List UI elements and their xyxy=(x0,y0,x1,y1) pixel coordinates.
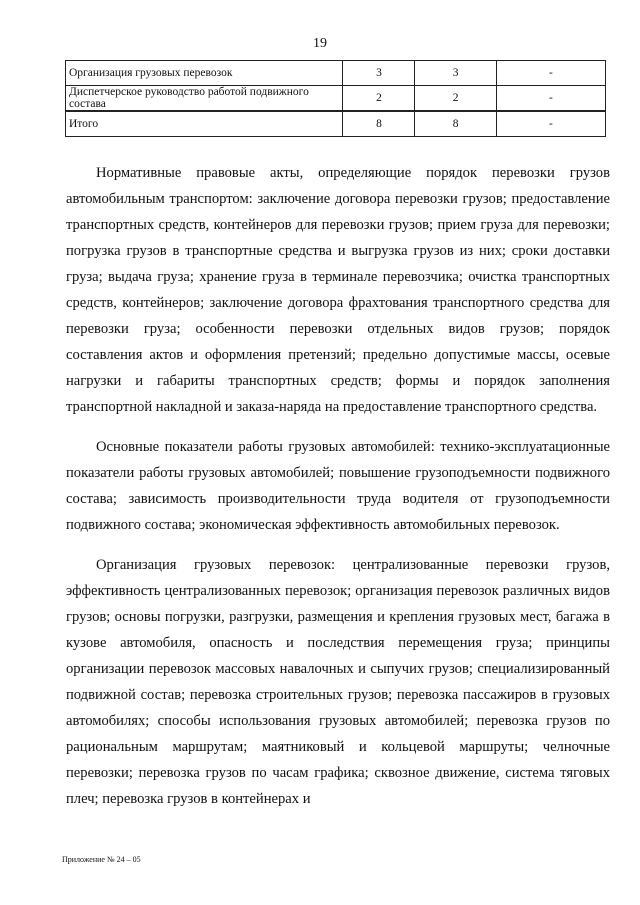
paragraph: Основные показатели работы грузовых автомобилей: технико-эксплуатационные показатели работы грузовых автомобилей; повышение грузоподъемности подвижного состава; зависимость производительности труда водителя от грузоподъемности подвижного состава; экономическая эффективность автомобильных перевозок. xyxy=(66,439,610,533)
table-total-row xyxy=(66,111,606,137)
table-cell-value: - xyxy=(496,61,605,86)
table-cell-value: 2 xyxy=(343,86,415,112)
table-cell-topic: Диспетчерское руководство работой подвижного состава xyxy=(66,86,343,112)
table-row xyxy=(66,61,606,86)
table-cell-topic: Организация грузовых перевозок xyxy=(66,61,343,86)
footer-appendix-label: Приложение № 24 – 05 xyxy=(62,855,141,864)
table-cell-value: 8 xyxy=(343,111,415,137)
table-cell-total-label: Итого xyxy=(66,111,343,137)
table-cell-value: 3 xyxy=(415,61,496,86)
body-text xyxy=(66,160,610,826)
table-cell-value: 8 xyxy=(415,111,496,137)
table-cell-value: 3 xyxy=(343,61,415,86)
page-number: 19 xyxy=(313,36,327,51)
table-row xyxy=(66,86,606,112)
table-cell-value: - xyxy=(496,111,605,137)
paragraph: Организация грузовых перевозок: централизованные перевозки грузов, эффективность централизованных перевозок; организация перевозок различных видов грузов; основы погрузки, разгрузки, размещения и крепления грузовых мест, багажа в кузове автомобиля, опасность и последствия перемещения груза; принципы организации перевозок массовых навалочных и сыпучих грузов; специализированный подвижной состав; перевозка строительных грузов; перевозка пассажиров в грузовых автомобилях; способы использования грузовых автомобилей; перевозка грузов по рациональным маршрутам; маятниковый и кольцевой маршруты; челночные перевозки; перевозка грузов по часам графика; сквозное движение, система тяговых плеч; перевозка грузов в контейнерах и xyxy=(66,557,610,807)
table-cell-value: 2 xyxy=(415,86,496,112)
hours-table xyxy=(65,60,606,137)
table-cell-value: - xyxy=(496,86,605,112)
paragraph: Нормативные правовые акты, определяющие порядок перевозки грузов автомобильным транспортом: заключение договора перевозки грузов; предоставление транспортных средств, контейнеров для перевозки грузов; прием груза для перевозки; погрузка грузов в транспортные средства и выгрузка грузов из них; сроки доставки груза; выдача груза; хранение груза в терминале перевозчика; очистка транспортных средств, контейнеров; заключение договора фрахтования транспортного средства для перевозки груза; особенности перевозки отдельных видов грузов; порядок составления актов и оформления претензий; предельно допустимые массы, осевые нагрузки и габариты транспортных средств; формы и порядок заполнения транспортной накладной и заказа-наряда на предоставление транспортного средства. xyxy=(66,165,610,415)
